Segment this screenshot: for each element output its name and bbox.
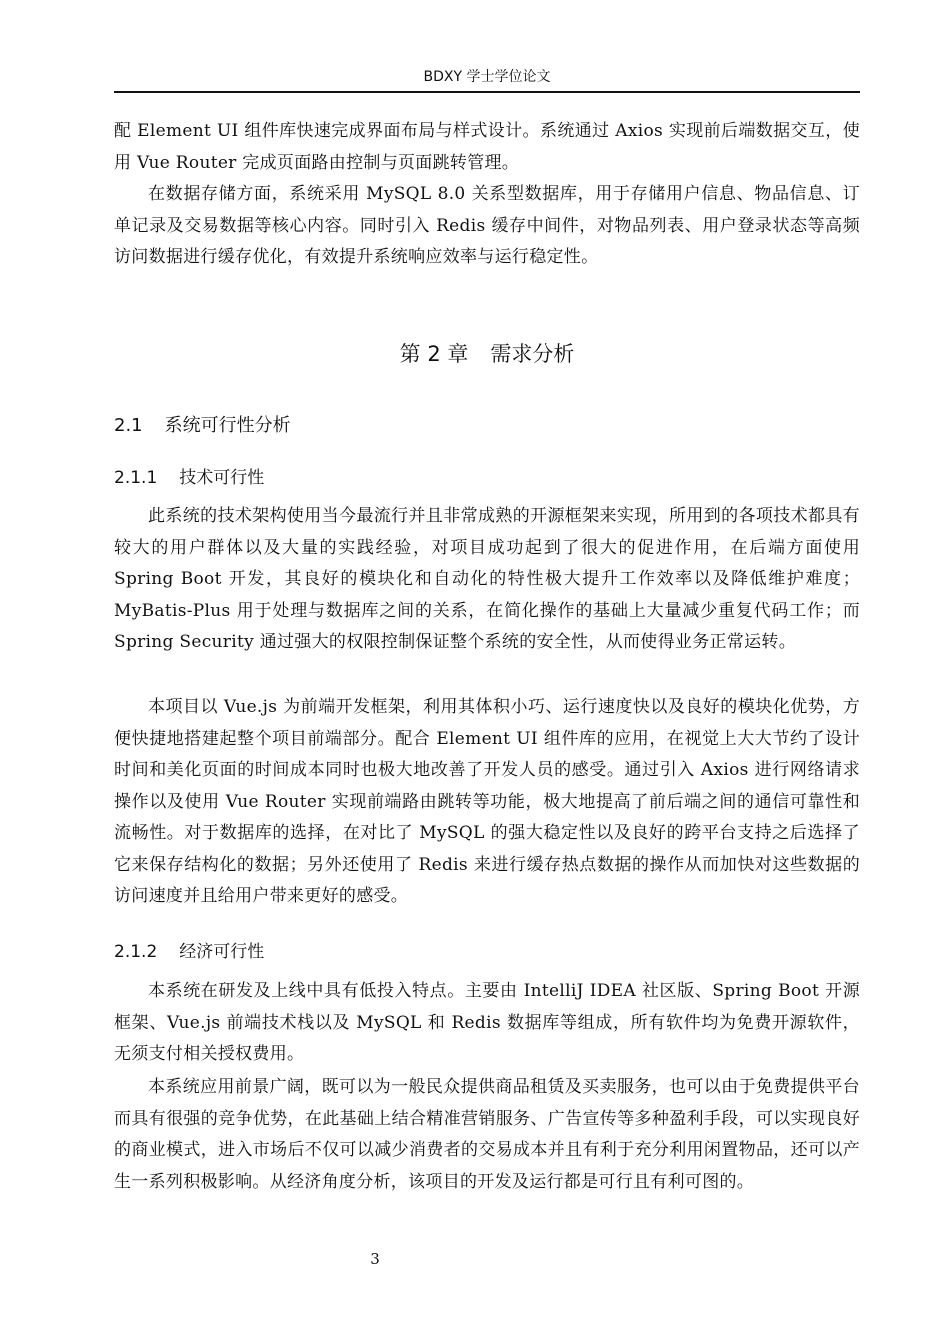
subsection-heading-technical: [114, 463, 264, 488]
chapter-number: 第 2 章: [399, 342, 469, 366]
subsection-title: 经济可行性: [179, 942, 265, 962]
intro-paragraph-continued: 配 Element UI 组件库快速完成界面布局与样式设计。系统通过 Axios 实现前后端数据交互，使用 Vue Router 完成页面路由控制与页面跳转管理。: [114, 121, 860, 173]
technical-paragraph-backend: 此系统的技术架构使用当今最流行并且非常成熟的开源框架来实现，所用到的各项技术都具有较大的用户群体以及大量的实践经验，对项目成功起到了很大的促进作用，在后端方面使用 Spring Boot 开发，其良好的模块化和自动化的特性极大提升工作效率以及降低维护难度；MyBatis-Plus 用于处理与数据库之间的关系，在简化操作的基础上大量减少重复代码工作；而 Spring Security 通过强大的权限控制保证整个系统的安全性，从而使得业务正常运转。: [114, 506, 860, 652]
running-header: [114, 64, 860, 93]
subsection-number: 2.1.2: [114, 942, 158, 962]
intro-paragraph-storage: 在数据存储方面，系统采用 MySQL 8.0 关系型数据库，用于存储用户信息、物品信息、订单记录及交易数据等核心内容。同时引入 Redis 缓存中间件，对物品列表、用户登录状态等高频访问数据进行缓存优化，有效提升系统响应效率与运行稳定性。: [114, 184, 860, 267]
header-title: BDXY 学士学位论文: [423, 69, 551, 85]
section-heading: [114, 411, 291, 437]
chapter-heading: [114, 338, 860, 368]
chapter-title: 需求分析: [490, 342, 575, 366]
economic-paragraph-prospects: 本系统应用前景广阔，既可以为一般民众提供商品租赁及买卖服务，也可以由于免费提供平台而具有很强的竞争优势，在此基础上结合精准营销服务、广告宣传等多种盈利手段，可以实现良好的商业模式，进入市场后不仅可以减少消费者的交易成本并且有利于充分利用闲置物品，还可以产生一系列积极影响。从经济角度分析，该项目的开发及运行都是可行且有利可图的。: [114, 1077, 860, 1192]
economic-paragraph-cost: 本系统在研发及上线中具有低投入特点。主要由 IntelliJ IDEA 社区版、Spring Boot 开源框架、Vue.js 前端技术栈以及 MySQL 和 Redis 数据库等组成，所有软件均为免费开源软件，无须支付相关授权费用。: [114, 981, 860, 1064]
section-title: 系统可行性分析: [164, 415, 291, 436]
subsection-number: 2.1.1: [114, 468, 158, 488]
page-number: 3: [370, 1250, 380, 1268]
section-number: 2.1: [114, 415, 143, 436]
subsection-heading-economic: [114, 937, 264, 962]
technical-paragraph-frontend: 本项目以 Vue.js 为前端开发框架，利用其体积小巧、运行速度快以及良好的模块化优势，方便快捷地搭建起整个项目前端部分。配合 Element UI 组件库的应用，在视觉上大大节约了设计时间和美化页面的时间成本同时也极大地改善了开发人员的感受。通过引入 Axios 进行网络请求操作以及使用 Vue Router 实现前端路由跳转等功能，极大地提高了前后端之间的通信可靠性和流畅性。对于数据库的选择，在对比了 MySQL 的强大稳定性以及良好的跨平台支持之后选择了它来保存结构化的数据；另外还使用了 Redis 来进行缓存热点数据的操作从而加快对这些数据的访问速度并且给用户带来更好的感受。: [114, 697, 860, 906]
subsection-title: 技术可行性: [179, 468, 265, 488]
